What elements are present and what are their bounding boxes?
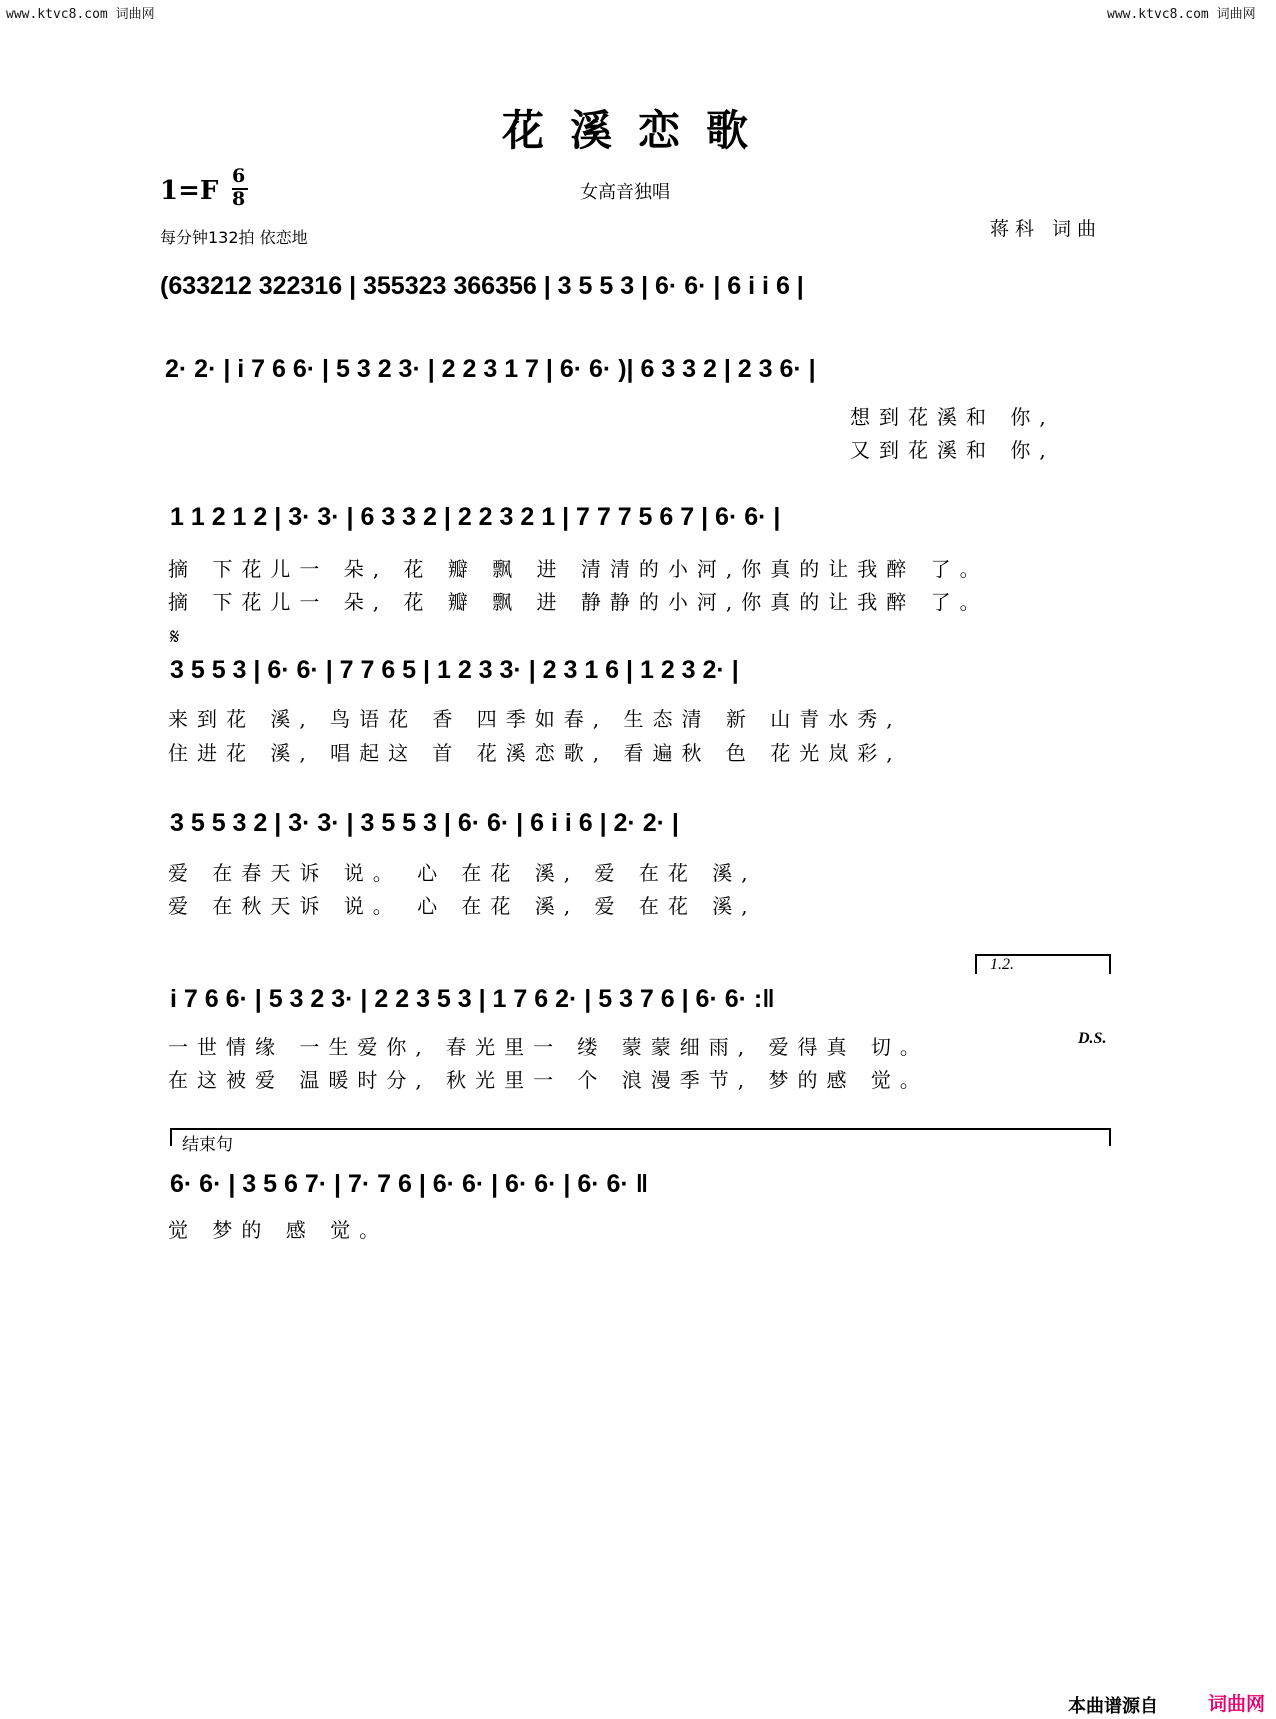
system-2-lyrics-2: 又到花溪和 你, xyxy=(850,438,1055,462)
system-7-lyrics-1: 觉 梦的 感 觉。 xyxy=(168,1218,389,1242)
system-5-notes: 3 5 5 3 2 | 3· 3· | 3 5 5 3 | 6· 6· | 6 i i 6 | 2· 2· | xyxy=(170,809,679,837)
composer-credit: 蒋科 词曲 xyxy=(990,218,1103,240)
system-1-notes: (633212 322316 | 355323 366356 | 3 5 5 3 | 6· 6· | 6 i i 6 | xyxy=(160,272,804,300)
footer-logo: 词曲网 xyxy=(1208,1693,1266,1715)
system-4-lyrics-2: 住进花 溪, 唱起这 首 花溪恋歌, 看遍秋 色 花光岚彩, xyxy=(168,741,902,765)
system-5-lyrics-2: 爱 在秋天诉 说。 心 在花 溪, 爱 在花 溪, xyxy=(168,894,757,918)
system-6-lyrics-1: 一世情缘 一生爱你, 春光里一 缕 蒙蒙细雨, 爱得真 切。 xyxy=(168,1035,929,1059)
volta-label: 1.2. xyxy=(990,956,1014,973)
system-2-notes: 2· 2· | i 7 6 6· | 5 3 2 3· | 2 2 3 1 7 | 6· 6· )| 6 3 3 2 | 2 3 6· | xyxy=(165,355,816,383)
song-title: 花溪恋歌 xyxy=(501,106,774,155)
system-4-notes: 3 5 5 3 | 6· 6· | 7 7 6 5 | 1 2 3 3· | 2 3 1 6 | 1 2 3 2· | xyxy=(170,656,739,684)
coda-label: 结束句 xyxy=(182,1135,233,1155)
tempo-marking: 每分钟132拍 依恋地 xyxy=(160,228,308,247)
system-6-lyrics-2: 在这被爱 温暖时分, 秋光里一 个 浪漫季节, 梦的感 觉。 xyxy=(168,1068,929,1092)
system-5-lyrics-1: 爱 在春天诉 说。 心 在花 溪, 爱 在花 溪, xyxy=(168,861,757,885)
performance-note: 女高音独唱 xyxy=(580,182,670,203)
watermark-right: www.ktvc8.com 词曲网 xyxy=(1107,7,1256,22)
system-3-lyrics-2: 摘 下花儿一 朵, 花 瓣 飘 进 静静的小河,你真的让我醉 了。 xyxy=(168,590,989,614)
key-signature: 1=F xyxy=(160,176,219,206)
segno-sign: 𝄋 xyxy=(170,625,180,650)
dal-segno-mark: D.S. xyxy=(1078,1030,1107,1047)
system-6-notes: i 7 6 6· | 5 3 2 3· | 2 2 3 5 3 | 1 7 6 2· | 5 3 7 6 | 6· 6· :‖ xyxy=(170,985,775,1013)
system-3-notes: 1 1 2 1 2 | 3· 3· | 6 3 3 2 | 2 2 3 2 1 | 7 7 7 5 6 7 | 6· 6· | xyxy=(170,503,781,531)
time-signature-bottom: 8 xyxy=(232,188,246,210)
system-2-lyrics-1: 想到花溪和 你, xyxy=(850,405,1055,429)
system-4-lyrics-1: 来到花 溪, 鸟语花 香 四季如春, 生态清 新 山青水秀, xyxy=(168,707,902,731)
coda-bracket xyxy=(170,1128,1111,1146)
watermark-left: www.ktvc8.com 词曲网 xyxy=(6,7,155,22)
footer-source-text: 本曲谱源自 xyxy=(1068,1696,1158,1717)
system-7-notes: 6· 6· | 3 5 6 7· | 7· 7 6 | 6· 6· | 6· 6· | 6· 6· ‖ xyxy=(170,1170,649,1198)
time-signature-top: 6 xyxy=(232,165,246,187)
system-3-lyrics-1: 摘 下花儿一 朵, 花 瓣 飘 进 清清的小河,你真的让我醉 了。 xyxy=(168,557,989,581)
